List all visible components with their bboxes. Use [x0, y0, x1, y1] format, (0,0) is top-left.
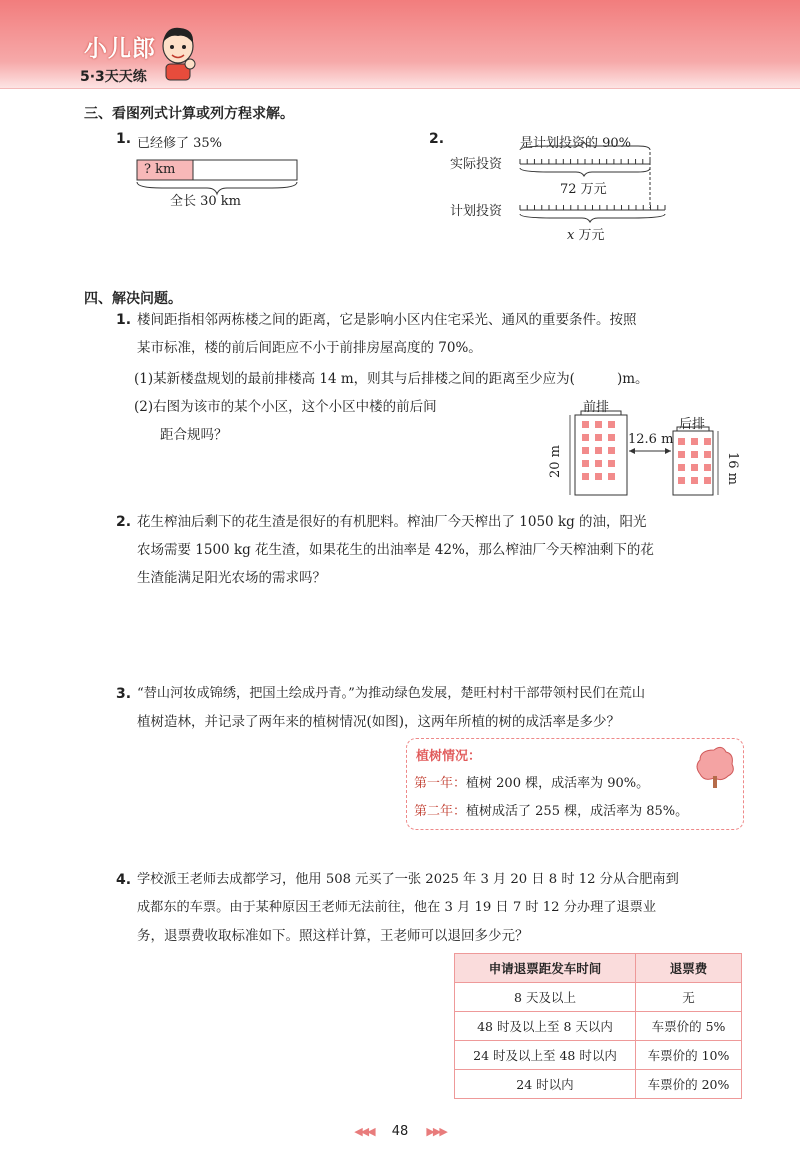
- window: [595, 447, 602, 454]
- window: [582, 460, 589, 467]
- window: [595, 473, 602, 480]
- year1-label: 第一年：: [414, 776, 467, 791]
- window: [704, 438, 711, 445]
- p1-sub1-text: (1)某新楼盘规划的最前排楼高 14 m，则其与后排楼之间的距离至少应为(: [134, 371, 575, 387]
- p1-sub2b: 距合规吗？: [160, 427, 228, 443]
- q2-plan-variable: x: [567, 228, 575, 243]
- q2-actual-ticks: [520, 159, 650, 164]
- window: [678, 464, 685, 471]
- p1-line2: 某市标准，楼的前后间距应不小于前排房屋高度的 70%。: [137, 340, 482, 356]
- table-row: [455, 1012, 742, 1041]
- prev-arrows-icon: ◀◀◀: [354, 1125, 374, 1138]
- q1-top-brace: [137, 148, 232, 160]
- window: [595, 421, 602, 428]
- gap-arrow-right-head: [665, 448, 671, 454]
- header-time: 申请退票距发车时间: [455, 954, 636, 983]
- window: [595, 460, 602, 467]
- section4-title: 四、解决问题。: [84, 291, 182, 307]
- p2-number: 2.: [116, 514, 132, 530]
- q2-actual-label: 实际投资: [450, 157, 503, 172]
- p1-sub2a: (2)右图为该市的某个小区，这个小区中楼的前后间: [134, 399, 437, 415]
- page-footer: [0, 1124, 800, 1139]
- refund-table-header: [455, 954, 742, 983]
- p4-line2: 成都东的车票。由于某种原因王老师无法前往，他在 3 月 19 日 7 时 12 分办理了退票业: [137, 900, 657, 915]
- front-building-label: 前排: [583, 400, 610, 415]
- p4-line1: 学校派王老师去成都学习，他用 508 元买了一张 2025 年 3 月 20 日 8 时 12 分从合肥南到: [137, 872, 679, 887]
- window: [608, 421, 615, 428]
- q2-actual-amount: 72 万元: [560, 182, 607, 197]
- window: [678, 477, 685, 484]
- q1-number: 1.: [116, 131, 132, 147]
- p4-number: 4.: [116, 872, 132, 888]
- window: [608, 473, 615, 480]
- q2-plan-label: 计划投资: [450, 204, 503, 219]
- brand-logo: 小儿郎: [84, 36, 156, 62]
- row4-fee: 车票价的 20%: [636, 1070, 742, 1099]
- section3-title: 三、看图列式计算或列方程求解。: [84, 106, 294, 122]
- window: [608, 460, 615, 467]
- year2-row: [414, 800, 688, 819]
- row3-fee: 车票价的 10%: [636, 1041, 742, 1070]
- window: [678, 451, 685, 458]
- gap-arrow-left-head: [629, 448, 635, 454]
- card-title: 植树情况：: [416, 749, 482, 764]
- front-height-label: 20 m: [548, 444, 563, 478]
- tree-icon: [694, 742, 736, 790]
- p2-line2: 农场需要 1500 kg 花生渣，如果花生的出油率是 42%，那么榨油厂今天榨油剩下的花: [137, 542, 654, 558]
- row1-fee: 无: [636, 983, 742, 1012]
- window: [582, 434, 589, 441]
- window: [582, 447, 589, 454]
- window: [691, 438, 698, 445]
- p1-sub1-end: )m。: [616, 371, 649, 387]
- window: [704, 477, 711, 484]
- q2-number: 2.: [429, 131, 445, 147]
- next-arrows-icon: ▶▶▶: [426, 1125, 446, 1138]
- p2-line3: 生渣能满足阳光农场的需求吗？: [137, 570, 326, 586]
- year1-row: [414, 772, 649, 791]
- row2-fee: 车票价的 5%: [636, 1012, 742, 1041]
- q2-plan-amount: [567, 224, 604, 243]
- q2-plan-brace: [520, 214, 665, 222]
- table-row: [455, 1041, 742, 1070]
- header-divider: [0, 88, 800, 89]
- row3-time: 24 时及以上至 48 时以内: [455, 1041, 636, 1070]
- q2-plan-unit: 万元: [574, 228, 605, 243]
- q1-repaired-label: 已经修了 35%: [137, 136, 223, 151]
- p4-line3: 务，退票费收取标准如下。照这样计算，王老师可以退回多少元？: [137, 928, 529, 944]
- q2-actual-brace: [520, 168, 650, 176]
- window: [608, 434, 615, 441]
- row4-time: 24 时以内: [455, 1070, 636, 1099]
- window: [608, 447, 615, 454]
- window: [678, 438, 685, 445]
- gap-label: 12.6 m: [628, 432, 674, 447]
- table-row: [455, 983, 742, 1012]
- series-name: 5·3天天练: [80, 69, 147, 85]
- p3-number: 3.: [116, 686, 132, 702]
- p1-line1: 楼间距指相邻两栋楼之间的距离，它是影响小区内住宅采光、通风的重要条件。按照: [137, 312, 637, 328]
- p3-line1: “替山河妆成锦绣，把国土绘成丹青。”为推动绿色发展，楚旺村村干部带领村民们在荒山: [137, 686, 646, 701]
- back-building-label: 后排: [679, 417, 706, 432]
- window: [704, 451, 711, 458]
- p3-line2: 植树造林，并记录了两年来的植树情况(如图)，这两年所植的树的成活率是多少？: [137, 714, 621, 730]
- p1-sub1: [134, 365, 649, 393]
- row1-time: 8 天及以上: [455, 983, 636, 1012]
- q2-top-brace: [520, 142, 650, 150]
- row2-time: 48 时及以上至 8 天以内: [455, 1012, 636, 1041]
- window: [691, 464, 698, 471]
- q1-total-length: 全长 30 km: [170, 194, 242, 209]
- window: [691, 477, 698, 484]
- q1-bar-unknown: ? km: [144, 162, 176, 177]
- window: [582, 421, 589, 428]
- year2-text: 植树成活了 255 棵，成活率为 85%。: [466, 804, 689, 819]
- window: [595, 434, 602, 441]
- window: [704, 464, 711, 471]
- p1-number: 1.: [116, 312, 132, 328]
- window: [582, 473, 589, 480]
- mascot-icon: [156, 24, 200, 82]
- q2-top-label: 是计划投资的 90%: [520, 136, 632, 151]
- page-number: 48: [391, 1124, 409, 1139]
- header-fee: 退票费: [636, 954, 742, 983]
- year1-text: 植树 200 棵，成活率为 90%。: [466, 776, 650, 791]
- back-height-label: 16 m: [725, 452, 740, 486]
- year2-label: 第二年：: [414, 804, 467, 819]
- refund-table: [454, 953, 742, 1099]
- window: [691, 451, 698, 458]
- table-row: [455, 1070, 742, 1099]
- q2-plan-ticks: [520, 205, 665, 210]
- p2-line1: 花生榨油后剩下的花生渣是很好的有机肥料。榨油厂今天榨出了 1050 kg 的油，阳光: [137, 514, 647, 530]
